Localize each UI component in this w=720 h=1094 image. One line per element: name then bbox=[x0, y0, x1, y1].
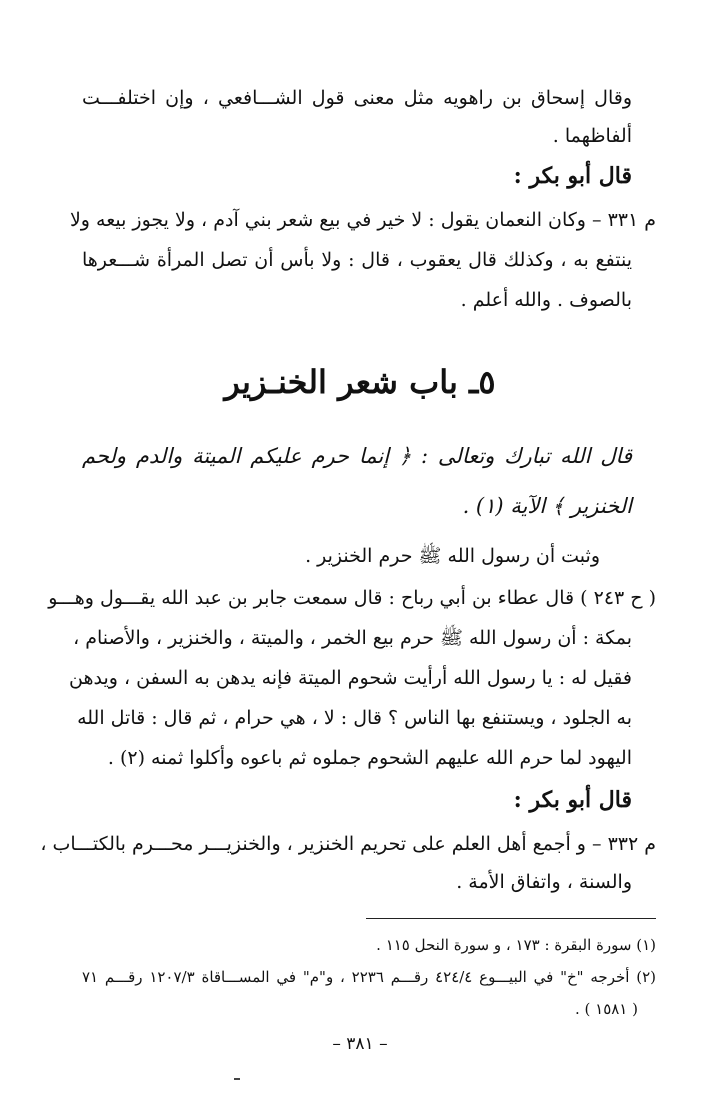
footnote: ( ١٥٨١ ) . bbox=[574, 1000, 638, 1018]
text-line: ألفاظهما . bbox=[552, 125, 632, 147]
chapter-title: ٥ـ باب شعر الخنـزير bbox=[224, 363, 496, 401]
hadith-line: ( ح ٢٤٣ ) قال عطاء بن أبي رباح : قال سمعت جابر بن عبد الله يقـــول وهـــو bbox=[48, 587, 656, 609]
text-line: م ٣٣٢ – و أجمع أهل العلم على تحريم الخنزير ، والخنزيـــر محـــرم بالكتـــاب ، bbox=[40, 833, 656, 855]
text-line: والسنة ، واتفاق الأمة . bbox=[456, 871, 632, 893]
text-line: وقال إسحاق بن راهويه مثل معنى قول الشـــافعي ، وإن اختلفـــت bbox=[82, 87, 632, 109]
text-line: م ٣٣١ – وكان النعمان يقول : لا خير في بيع شعر بني آدم ، ولا يجوز بيعه ولا bbox=[69, 209, 656, 231]
hadith-line: اليهود لما حرم الله عليهم الشحوم جملوه ثم باعوه وأكلوا ثمنه (٢) . bbox=[107, 747, 632, 769]
text-line: وثبت أن رسول الله ﷺ حرم الخنزير . bbox=[305, 545, 600, 567]
footnote: (٢) أخرجه "خ" في البيـــوع ٤٢٤/٤ رقـــم ٢٢٣٦ ، و"م" في المســـاقاة ١٢٠٧/٣ رقـــم ٧١ bbox=[82, 968, 656, 986]
hadith-line: فقيل له : يا رسول الله أرأيت شحوم الميتة فإنه يدهن به السفن ، ويدهن bbox=[69, 667, 632, 689]
scan-mark bbox=[234, 1078, 240, 1080]
hadith-line: بمكة : أن رسول الله ﷺ حرم بيع الخمر ، والميتة ، والخنزير ، والأصنام ، bbox=[73, 627, 632, 649]
text-line: ينتفع به ، وكذلك قال يعقوب ، قال : ولا بأس أن تصل المرأة شـــعرها bbox=[82, 249, 632, 271]
quran-line: قال الله تبارك وتعالى : ﴿ إنما حرم عليكم الميتة والدم ولحم bbox=[82, 444, 632, 468]
page-number: – ٣٨١ – bbox=[332, 1034, 388, 1054]
footnote: (١) سورة البقرة : ١٧٣ ، و سورة النحل ١١٥ . bbox=[376, 936, 656, 954]
hadith-line: به الجلود ، ويستنفع بها الناس ؟ قال : لا ، هي حرام ، ثم قال : قاتل الله bbox=[77, 707, 632, 729]
quran-line: الخنزير ﴾ الآية (١) . bbox=[462, 494, 632, 518]
text-line: بالصوف . والله أعلم . bbox=[460, 289, 632, 311]
section-heading: قال أبو بكر : bbox=[513, 163, 632, 189]
footnote-divider bbox=[366, 918, 656, 919]
section-heading: قال أبو بكر : bbox=[513, 787, 632, 813]
